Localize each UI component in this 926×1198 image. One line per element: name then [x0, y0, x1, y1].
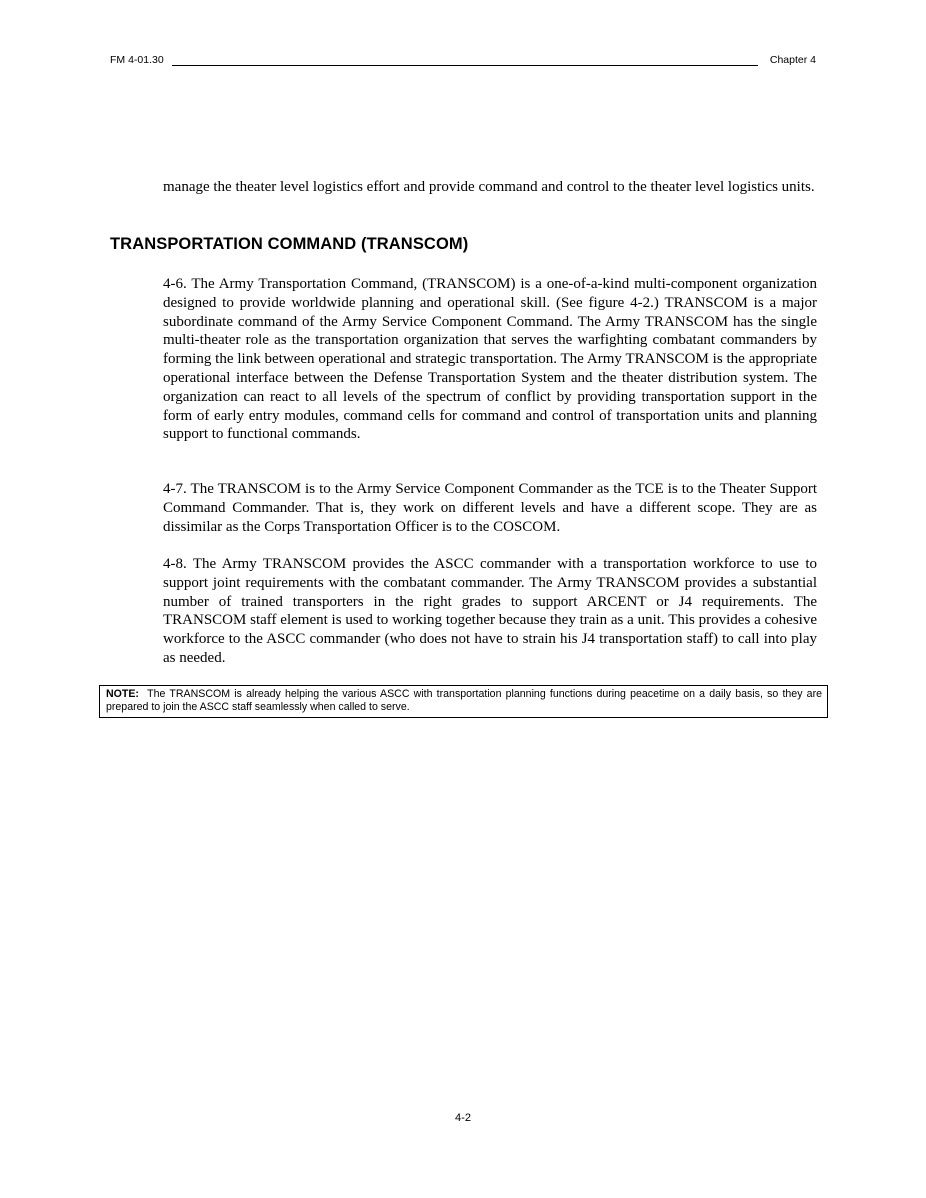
- note-label: NOTE:: [106, 688, 139, 700]
- continued-paragraph: manage the theater level logistics effort and provide command and control to the theater level logistics units.: [163, 179, 815, 195]
- page-header: [110, 53, 816, 67]
- paragraph-4-8: 4-8. The Army TRANSCOM provides the ASCC commander with a transportation workforce to use to support joint requirements with the combatant commander. The Army TRANSCOM provides a substantial number of trained transporters in the right grades to support ARCENT or J4 requirements. The TRANSCOM staff element is used to working together because they train as a unit. This provides a cohesive workforce to the ASCC commander (who does not have to strain his J4 transportation staff) to call into play as needed.: [163, 556, 817, 666]
- paragraph-4-7: 4-7. The TRANSCOM is to the Army Service Component Commander as the TCE is to the Theater Support Command Commander. That is, they work on different levels and have a different scope. They are as dissimilar as the Corps Transportation Officer is to the COSCOM.: [163, 481, 817, 535]
- chapter-label: Chapter 4: [769, 54, 816, 66]
- section-heading: TRANSPORTATION COMMAND (TRANSCOM): [110, 235, 469, 253]
- document-id: FM 4-01.30: [110, 53, 167, 67]
- note-text: The TRANSCOM is already helping the various ASCC with transportation planning functions during peacetime on a daily basis, so they are prepared to join the ASCC staff seamlessly when called to serve.: [106, 688, 822, 714]
- page-number: 4-2: [455, 1112, 471, 1124]
- note-box: [99, 685, 828, 718]
- header-rule: [172, 65, 758, 66]
- paragraph-4-6: 4-6. The Army Transportation Command, (TRANSCOM) is a one-of-a-kind multi-component organization designed to provide worldwide planning and operational skill. (See figure 4-2.) TRANSCOM is a major subordinate command of the Army Service Component Command. The Army TRANSCOM has the single multi-theater role as the transportation organization that serves the warfighting combatant commanders by forming the link between operational and strategic transportation. The Army TRANSCOM is the appropriate operational interface between the Defense Transportation System and the theater distribution system. The organization can react to all levels of the spectrum of conflict by providing transportation support in the form of early entry modules, command cells for command and control of transportation units and planning support to functional commands.: [163, 276, 817, 443]
